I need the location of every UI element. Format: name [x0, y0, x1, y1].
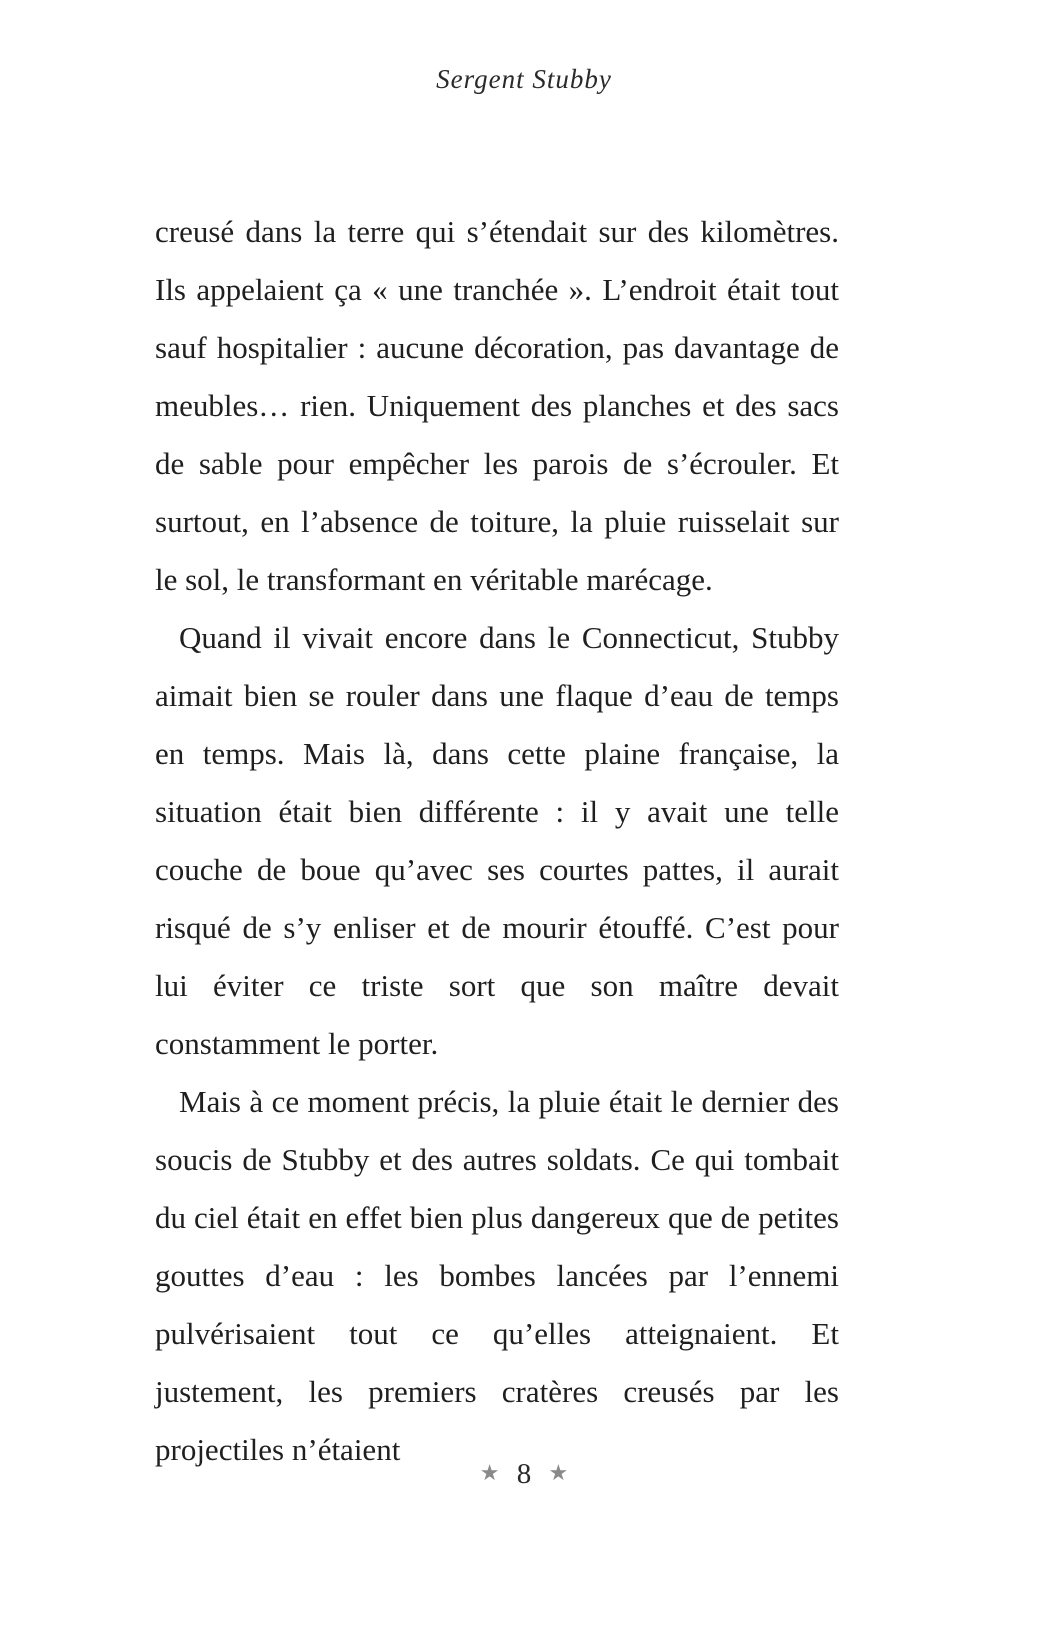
running-header: Sergent Stubby: [436, 64, 612, 94]
paragraph-3: Mais à ce moment précis, la pluie était le dernier des soucis de Stubby et des autres soldats. Ce qui tombait du ciel était en effet bien plus dangereux que de petites gouttes d’eau : les bombes lancées par l’ennemi pulvérisaient tout ce qu’elles atteignaient. Et justement, les premiers cratères creusés par les projectiles n’étaient: [155, 1084, 839, 1467]
paragraph-2: Quand il vivait encore dans le Connecticut, Stubby aimait bien se rouler dans une flaque d’eau de temps en temps. Mais là, dans cette plaine française, la situation était bien différente : il y avait une telle couche de boue qu’avec ses courtes pattes, il aurait risqué de s’y enliser et de mourir étouffé. C’est pour lui éviter ce triste sort que son maître devait constamment le porter.: [155, 620, 839, 1061]
paragraph-1: creusé dans la terre qui s’étendait sur des kilomètres. Ils appelaient ça « une tranchée ». L’endroit était tout sauf hospitalier : aucune décoration, pas davantage de meubles… rien. Uniquement des planches et des sacs de sable pour empêcher les parois de s’écrouler. Et surtout, en l’absence de toiture, la pluie ruisselait sur le sol, le transformant en véritable marécage.: [155, 214, 839, 597]
page-footer: [0, 1458, 1048, 1491]
body-text: [155, 203, 839, 1479]
page-number: 8: [516, 1458, 532, 1490]
star-icon: ★: [479, 1461, 500, 1486]
star-icon: ★: [548, 1461, 569, 1486]
